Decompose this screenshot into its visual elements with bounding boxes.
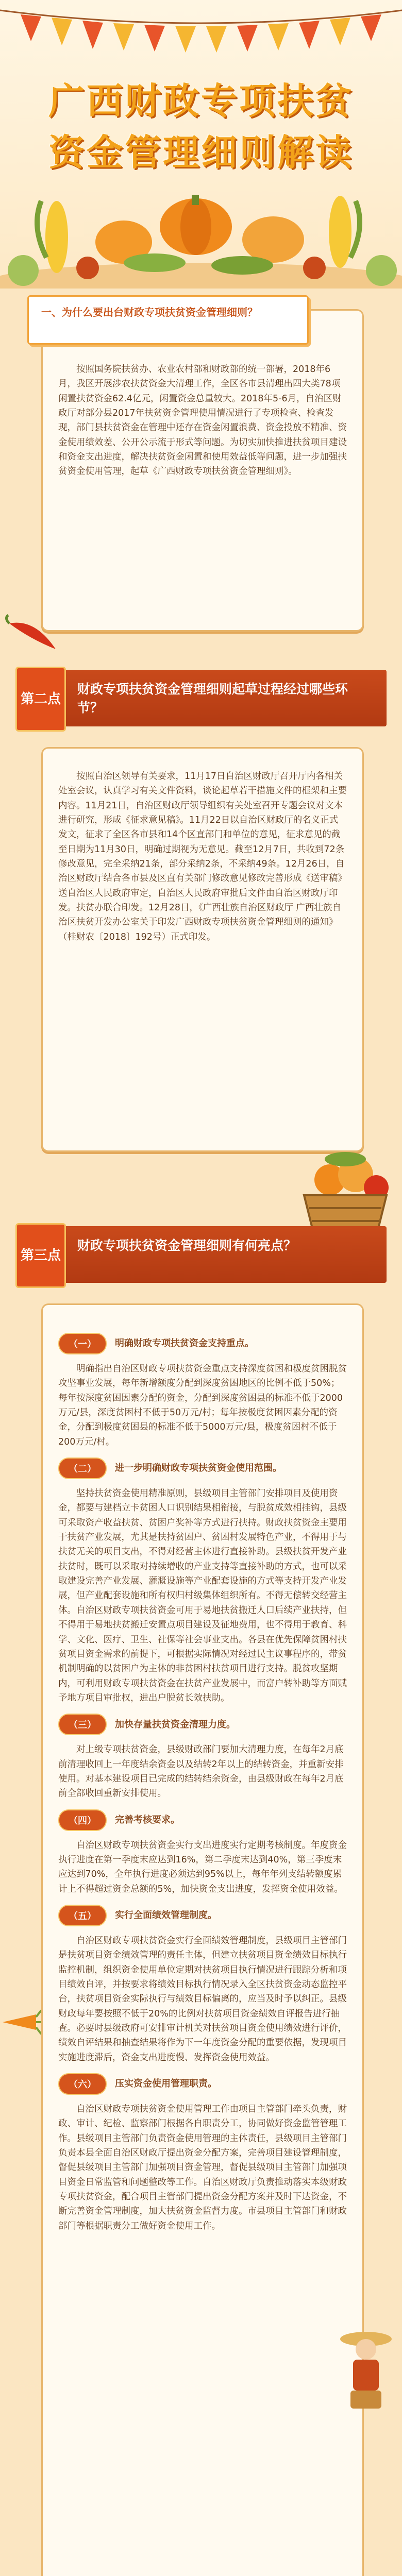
farmer-figure-icon (330, 2329, 402, 2411)
highlight-4-heading: 完善考核要求。 (115, 1814, 180, 1825)
highlight-5-paragraph: 自治区财政专项扶贫资金实行全面绩效管理制度，县级项目主管部门是扶贫项目资金绩效管理的责任主体，但建立扶贫项目资金绩效目标执行监控机制，组织资金使用单位定期对扶贫项目执行情况进行跟踪分析和项目绩效自评，并按要求将绩效目标执行情况录入全区扶贫资金动态监控平台，扶贫项目资金实际执行与绩效目标偏离的，应当及时予以纠正。县级财政每年要按照不低于20%的比例对扶贫项目资金绩效自评报告进行抽查。必要时县级政府可安排审计机关对扶贫项目资金使用绩效进行评价，绩效自评结果和抽查结果将作为下一年度资金分配的重要依据，发现项目实施进度滞后，资金支出进度慢、发挥资金使用效益。 (58, 1935, 347, 2063)
highlight-4 (58, 1809, 347, 1896)
highlight-2-paragraph: 坚持扶贫资金使用精准原则，县级项目主管部门安排项目及使用资金，都要与建档立卡贫困人口识别结果相衔接，与脱贫成效相挂钩，县级可采取资产收益扶贫、贫困户奖补等方式进行扶持。财政扶贫资金主要用于扶贫产业发展，尤其是扶持贫困户、贫困村发展特色产业，不得用于与扶贫无关的项目支出，不得对经营主体进行直接补助。县级扶贫开发产业扶贫时，既可以采取对持续增收的产业支持等直接补助的方式，也可以采取建设完善产业发展、灌溉设施等产业配套设施的方式等支持开发产业发展，但产业配套设施和所有权归村级集体组织所有。不得无偿转交经营主体。自治区财政专项扶贫资金可用于易地扶贫搬迁人口后续产业扶持，但不得用于易地扶贫搬迁安置点项目建设及征地费用，也不得用于教育、科学、文化、医疗、卫生、社保等社会事业支出。各县在优先保障贫困村扶贫项目资金需求的前提下，可根据实际情况对经过民主议事程序的，带贫机制明确的以贫困户为主体的非贫困村扶贫项目进行支持。脱贫攻坚期内，可利用财政专项扶贫资金在扶贫产业发展中，而富户转补助等方面赋予地方项目审批权，进出户脱贫长效扶助。 (58, 1488, 347, 1703)
page-title-line2: 资金管理细则解读 (48, 131, 354, 174)
highlight-1-heading: 明确财政专项扶贫资金支持重点。 (115, 1338, 254, 1349)
highlight-3-heading: 加快存量扶贫资金清理力度。 (115, 1719, 236, 1730)
highlight-1-paragraph: 明确指出自治区财政专项扶贫资金重点支持深度贫困和极度贫困脱贫攻坚事业发展，每年新增额度分配到深度贫困地区的比例不低于50%；每年按深度贫困因素分配的资金，分配到深度贫困县的标准不低于2000万元/县，深度贫困村不低于50万元/村；每年按极度贫困因素分配的资金，分配到极度贫困县的标准不低于5000万元/县，极度贫困村不低于200万元/村。 (58, 1364, 347, 1447)
harvest-illustration (0, 180, 402, 289)
highlight-2 (58, 1458, 347, 1705)
highlight-6-heading: 压实资金使用管理职责。 (115, 2078, 217, 2090)
header-banner (0, 0, 402, 289)
highlight-3 (58, 1714, 347, 1801)
section2-header (15, 670, 387, 726)
highlight-6-paragraph: 自治区财政专项扶贫资金使用管理工作由项目主管部门牵头负责，财政、审计、纪检、监察部门根据各自职责分工，协同做好资金监管管理工作。县级项目主管部门负责资金使用管理的主体责任，县级项目主管部门负责本县全面自治区财政厅提出资金分配方案，完善项目建设管理制度，督促县级项目主管部门加强项目资金管理，督促县级项目主管部门加强项目资金日常监管和问题整改等工作。自治区财政厅负责推动落实本级财政专项扶贫资金，配合项目主管部门提出资金分配方案并及时下达资金，不断完善资金管理制度，加大扶贫资金监督力度。市县项目主管部门和财政部门等根据职责分工做好资金使用工作。 (58, 2104, 347, 2231)
section3-title: 财政专项扶贫资金管理细则有何亮点？ (77, 1238, 297, 1253)
section2-badge: 第二点 (15, 667, 66, 732)
intro-title-box (27, 295, 309, 345)
highlight-2-number: （二） (58, 1458, 107, 1479)
chili-icon (4, 613, 61, 659)
highlight-6 (58, 2073, 347, 2233)
intro-title: 一、为什么要出台财政专项扶贫资金管理细则？ (41, 306, 258, 318)
highlight-1 (58, 1333, 347, 1449)
section2-card (41, 747, 364, 1152)
carrot-icon (0, 2004, 41, 2040)
highlight-5-number: （五） (58, 1905, 107, 1926)
highlight-3-paragraph: 对上级专项扶贫资金，县级财政部门要加大清理力度，在每年2月底前清理收回上一年度结余资金以及结转2年以上的结转资金，并重新安排使用。对基本建设项目已完成的结转结余资金，由县级财政在每年2月底前全部收回重新安排使用。 (58, 1744, 344, 1799)
bunting-decoration (0, 0, 402, 57)
intro-paragraph: 按照国务院扶贫办、农业农村部和财政部的统一部署，2018年6月，我区开展涉农扶贫资金大清理工作，全区各市县清理出四大类78项闲置扶贫资金62.4亿元，闲置资金总量较大。2018年5-6月，自治区财政厅对部分县2017年扶贫资金管理使用情况进行了专项检查、检查发现，部门县扶贫资金在管理中还存在资金闲置浪费、资金投放不精准、资金使用绩效差、公开公示流于形式等问题。为切实加快推进扶贫项目建设和资金支出进度，解决扶贫资金闲置和使用效益低等问题，进一步加强扶贫资金使用管理，起草《广西财政专项扶贫资金管理细则》。 (58, 364, 347, 477)
highlight-4-paragraph: 自治区财政专项扶贫资金实行支出进度实行定期考核制度。年度资金执行进度在第一季度末应达到16%，第二季度末达到40%，第三季度末应达到70%，全年执行进度必须达到95%以上，每年年列支结转额度累计上不得超过资金总额的5%，加快资金支出进度，发挥资金使用效益。 (58, 1840, 347, 1894)
section3-header (15, 1226, 387, 1283)
highlight-2-heading: 进一步明确财政专项扶贫资金使用范围。 (115, 1463, 282, 1474)
intro-card (41, 306, 364, 632)
section2-title: 财政专项扶贫资金管理细则起草过程经过哪些环节？ (77, 682, 348, 716)
highlight-4-number: （四） (58, 1809, 107, 1831)
section3-badge: 第三点 (15, 1223, 66, 1288)
highlight-5 (58, 1905, 347, 2065)
page-title-line1: 广西财政专项扶贫 (48, 80, 354, 122)
highlight-6-number: （六） (58, 2073, 107, 2095)
highlight-5-heading: 实行全面绩效管理制度。 (115, 1910, 217, 1921)
section2-paragraph: 按照自治区领导有关要求，11月17日自治区财政厅召开厅内各相关处室会议，认真学习有关文件资料，谈论起草若干措施文件的框架和主要内容。11月21日，自治区财政厅领导组织有关处室召开专题会议对文本进行研究，形成《征求意见稿》。11月22日以自治区财政厅的名义正式发文，征求了全区各市县和14个区直部门和单位的意见，征求意见的截至日期为11月30日，明确过期视为无意见。截至12月7日，共收到72条修改意见，完全采纳21条，部分采纳2条，不采纳49条。12月26日，自治区财政厅结合各市县及区直有关部门修改意见修改完善形成《送审稿》送自治区人民政府审定，自治区人民政府审批后文件由自治区财政厅印发。扶贫办联合印发。12月28日，《广西壮族自治区财政厅 广西壮族自治区扶贫开发办公室关于印发广西财政专项扶贫资金管理细则的通知》（桂财农〔2018〕192号）正式印发。 (58, 771, 347, 942)
section3-card (41, 1303, 364, 2576)
highlight-1-number: （一） (58, 1333, 107, 1354)
highlight-3-number: （三） (58, 1714, 107, 1735)
